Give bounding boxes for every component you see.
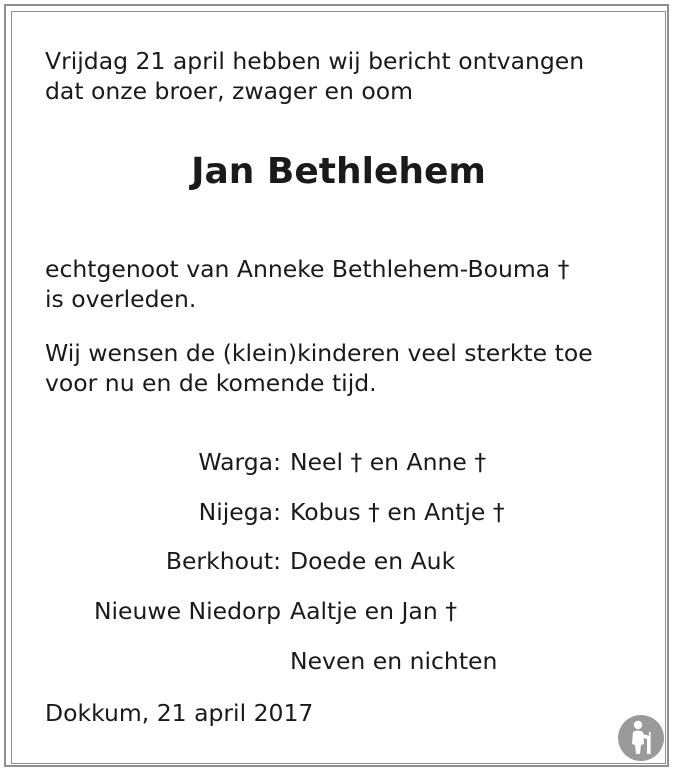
family-names: Doede en Auk	[290, 547, 456, 575]
family-row	[0, 546, 677, 576]
family-place: Berkhout:	[165, 547, 281, 575]
intro-line-1: Vrijdag 21 april hebben wij bericht ontvangen	[45, 47, 585, 75]
family-names: Neel † en Anne †	[290, 448, 487, 476]
family-row	[0, 646, 677, 676]
deceased-name: Jan Bethlehem	[191, 151, 486, 192]
family-row	[0, 447, 677, 477]
wish-line-1: Wij wensen de (klein)kinderen veel sterkte toe	[45, 339, 593, 367]
family-row	[0, 596, 677, 626]
family-names: Aaltje en Jan †	[290, 597, 457, 625]
dateline: Dokkum, 21 april 2017	[45, 699, 314, 727]
family-names: Neven en nichten	[290, 647, 498, 675]
spouse-line-1: echtgenoot van Anneke Bethlehem-Bouma †	[45, 255, 570, 283]
family-place: Warga:	[198, 448, 281, 476]
spouse-text	[45, 254, 569, 314]
family-row	[0, 497, 677, 527]
spouse-line-2: is overleden.	[45, 285, 197, 313]
intro-line-2: dat onze broer, zwager en oom	[45, 77, 413, 105]
wish-text	[45, 338, 593, 398]
memorial-logo-icon	[617, 714, 665, 762]
family-names: Kobus † en Antje †	[290, 498, 505, 526]
wish-line-2: voor nu en de komende tijd.	[45, 369, 377, 397]
intro-text	[45, 46, 584, 106]
family-place: Nieuwe Niedorp	[93, 597, 281, 625]
family-place: Nijega:	[198, 498, 281, 526]
